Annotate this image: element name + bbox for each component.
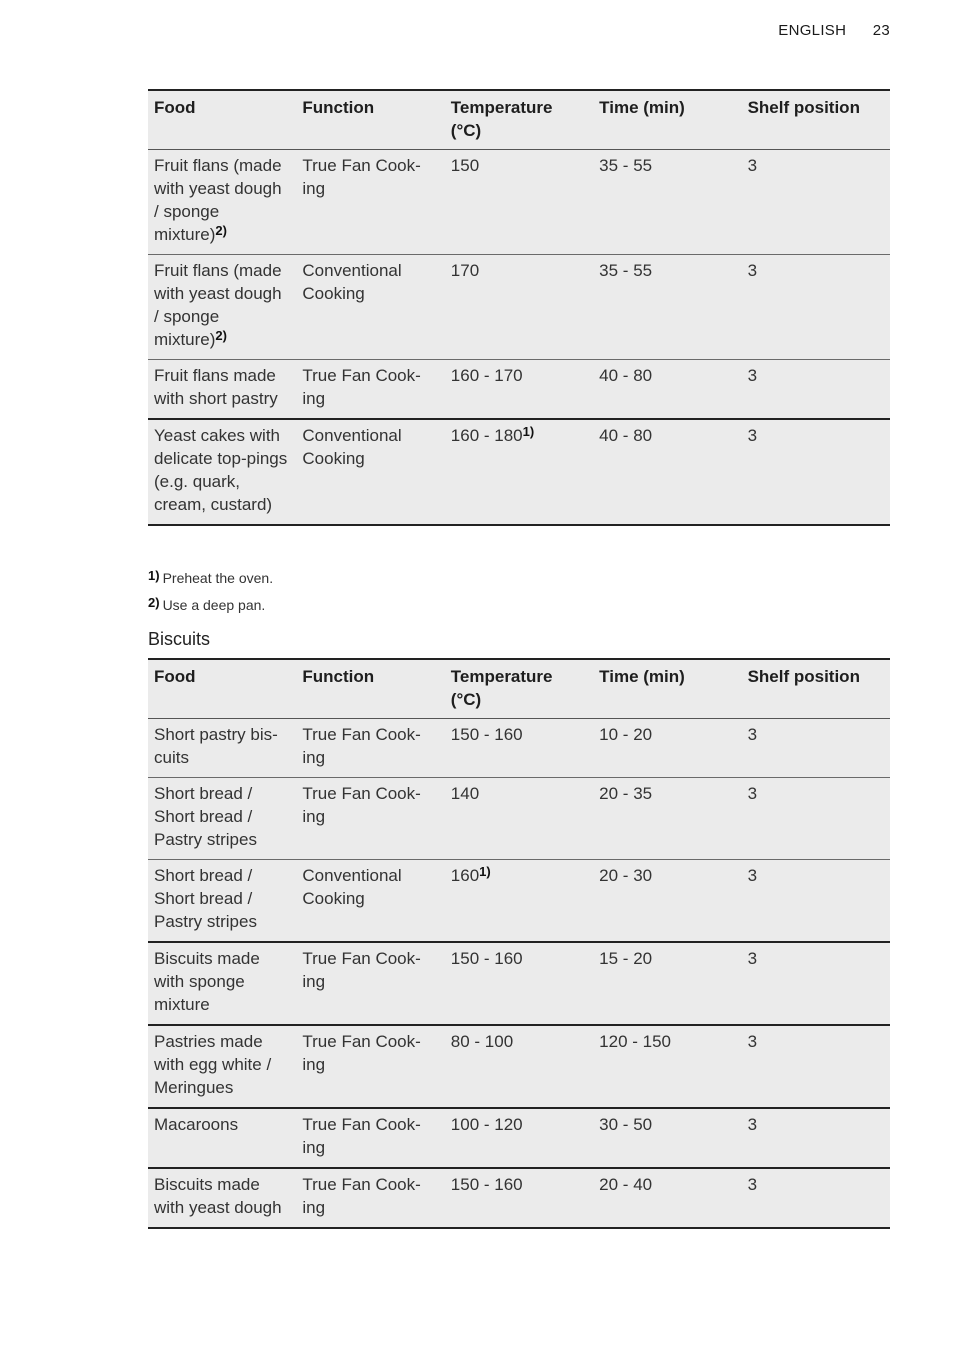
temperature-cell: 170 xyxy=(445,255,593,360)
table-row xyxy=(148,419,890,525)
food-cell: Pastries made with egg white / Meringues xyxy=(148,1025,296,1108)
shelf-cell: 3 xyxy=(742,360,890,420)
food-text: Fruit flans (made with yeast dough / sponge mixture) xyxy=(154,261,282,349)
table-row xyxy=(148,778,890,860)
footnotes xyxy=(148,566,890,620)
temperature-cell xyxy=(445,860,593,943)
temperature-cell: 150 - 160 xyxy=(445,942,593,1025)
food-cell xyxy=(148,255,296,360)
table-row xyxy=(148,1108,890,1168)
shelf-cell: 3 xyxy=(742,942,890,1025)
table-header-row xyxy=(148,659,890,719)
time-cell: 30 - 50 xyxy=(593,1108,741,1168)
function-cell: True Fan Cook-ing xyxy=(296,1108,444,1168)
page-number: 23 xyxy=(872,22,890,39)
column-header-temperature: Temperature (°C) xyxy=(445,90,593,150)
time-cell: 35 - 55 xyxy=(593,255,741,360)
shelf-cell: 3 xyxy=(742,719,890,778)
footnote xyxy=(148,593,890,620)
time-cell: 40 - 80 xyxy=(593,360,741,420)
temperature-cell: 160 - 170 xyxy=(445,360,593,420)
time-cell: 20 - 35 xyxy=(593,778,741,860)
table-row xyxy=(148,942,890,1025)
food-text: Fruit flans (made with yeast dough / sponge mixture) xyxy=(154,156,282,244)
column-header-shelf: Shelf position xyxy=(742,90,890,150)
column-header-shelf: Shelf position xyxy=(742,659,890,719)
footnote-ref: 2) xyxy=(215,223,227,238)
column-header-food: Food xyxy=(148,90,296,150)
footnote-text: Use a deep pan. xyxy=(162,597,266,613)
footnote-text: Preheat the oven. xyxy=(162,570,274,586)
food-cell: Yeast cakes with delicate top-pings (e.g. quark, cream, custard) xyxy=(148,419,296,525)
food-cell: Short pastry bis-cuits xyxy=(148,719,296,778)
baking-table-biscuits xyxy=(148,658,890,1229)
shelf-cell: 3 xyxy=(742,150,890,255)
language-label: ENGLISH xyxy=(778,22,847,39)
function-cell: True Fan Cook-ing xyxy=(296,719,444,778)
time-cell: 35 - 55 xyxy=(593,150,741,255)
table-row xyxy=(148,719,890,778)
shelf-cell: 3 xyxy=(742,778,890,860)
shelf-cell: 3 xyxy=(742,1168,890,1228)
table-row xyxy=(148,150,890,255)
food-cell: Biscuits made with yeast dough xyxy=(148,1168,296,1228)
food-cell xyxy=(148,150,296,255)
temperature-cell: 140 xyxy=(445,778,593,860)
column-header-food: Food xyxy=(148,659,296,719)
temperature-cell: 100 - 120 xyxy=(445,1108,593,1168)
temperature-text: 160 xyxy=(450,866,480,885)
table-row xyxy=(148,1025,890,1108)
temperature-cell: 150 xyxy=(445,150,593,255)
function-cell: True Fan Cook-ing xyxy=(296,942,444,1025)
time-cell: 40 - 80 xyxy=(593,419,741,525)
baking-table-cakes xyxy=(148,89,890,526)
column-header-time: Time (min) xyxy=(593,659,741,719)
time-cell: 15 - 20 xyxy=(593,942,741,1025)
food-cell: Fruit flans made with short pastry xyxy=(148,360,296,420)
time-cell: 20 - 30 xyxy=(593,860,741,943)
column-header-function: Function xyxy=(296,659,444,719)
table-row xyxy=(148,860,890,943)
shelf-cell: 3 xyxy=(742,1108,890,1168)
shelf-cell: 3 xyxy=(742,419,890,525)
food-cell: Short bread / Short bread / Pastry stripes xyxy=(148,860,296,943)
time-cell: 10 - 20 xyxy=(593,719,741,778)
function-cell: Conventional Cooking xyxy=(296,860,444,943)
shelf-cell: 3 xyxy=(742,860,890,943)
footnote-ref: 1) xyxy=(522,424,535,439)
function-cell: True Fan Cook-ing xyxy=(296,778,444,860)
food-cell: Biscuits made with sponge mixture xyxy=(148,942,296,1025)
footnote-mark: 1) xyxy=(148,568,160,583)
time-cell: 120 - 150 xyxy=(593,1025,741,1108)
temperature-cell: 80 - 100 xyxy=(445,1025,593,1108)
function-cell: Conventional Cooking xyxy=(296,419,444,525)
shelf-cell: 3 xyxy=(742,255,890,360)
footnote-mark: 2) xyxy=(148,595,160,610)
function-cell: Conventional Cooking xyxy=(296,255,444,360)
temperature-cell: 150 - 160 xyxy=(445,719,593,778)
table-header-row xyxy=(148,90,890,150)
function-cell: True Fan Cook-ing xyxy=(296,360,444,420)
column-header-temperature: Temperature (°C) xyxy=(445,659,593,719)
footnote xyxy=(148,566,890,593)
temperature-text: 160 - 180 xyxy=(450,426,523,445)
section-title: Biscuits xyxy=(148,629,211,649)
food-cell: Short bread / Short bread / Pastry stripes xyxy=(148,778,296,860)
table-row xyxy=(148,1168,890,1228)
food-cell: Macaroons xyxy=(148,1108,296,1168)
temperature-cell: 150 - 160 xyxy=(445,1168,593,1228)
function-cell: True Fan Cook-ing xyxy=(296,1025,444,1108)
time-cell: 20 - 40 xyxy=(593,1168,741,1228)
temperature-cell xyxy=(445,419,593,525)
table-row xyxy=(148,360,890,420)
function-cell: True Fan Cook-ing xyxy=(296,150,444,255)
shelf-cell: 3 xyxy=(742,1025,890,1108)
column-header-time: Time (min) xyxy=(593,90,741,150)
column-header-function: Function xyxy=(296,90,444,150)
footnote-ref: 2) xyxy=(215,328,227,343)
function-cell: True Fan Cook-ing xyxy=(296,1168,444,1228)
footnote-ref: 1) xyxy=(479,864,491,879)
page-header xyxy=(778,22,890,39)
table-row xyxy=(148,255,890,360)
